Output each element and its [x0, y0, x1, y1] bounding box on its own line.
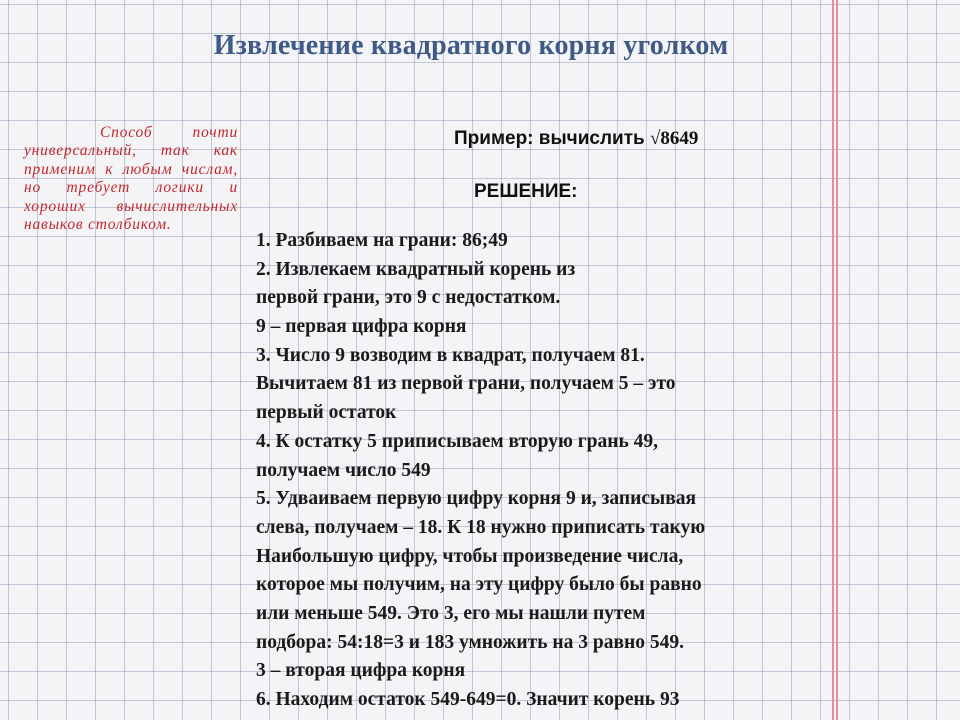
step-line: получаем число 549: [256, 459, 431, 481]
example-statement: [454, 127, 698, 150]
step-line: 3 – вторая цифра корня: [256, 660, 466, 682]
example-label: Пример: вычислить: [454, 128, 650, 149]
step-line: или меньше 549. Это 3, его мы нашли путем: [256, 602, 646, 624]
step-line: первой грани, это 9 с недостатком.: [256, 287, 561, 309]
step-line: первый остаток: [256, 402, 397, 424]
side-note: Способ почти универсальный, так как применим к любым числам, но требует логики и хороших вычислительных навыков столбиком.: [24, 124, 238, 234]
step-line: 4. К остатку 5 приписываем вторую грань 49,: [256, 430, 659, 452]
step-line: 3. Число 9 возводим в квадрат, получаем 81.: [256, 344, 645, 366]
step-line: 6. Находим остаток 549-649=0. Значит корень 93: [256, 689, 680, 710]
solution-heading: РЕШЕНИЕ:: [474, 181, 578, 202]
step-line: 2. Извлекаем квадратный корень из: [256, 258, 576, 280]
notebook-margin-line-inner: [836, 0, 838, 720]
step-line: 1. Разбиваем на грани: 86;49: [256, 230, 508, 251]
step-line: подбора: 54:18=3 и 183 умножить на 3 равно 549.: [256, 631, 684, 653]
solution-steps: [256, 227, 836, 715]
step-line: Наибольшую цифру, чтобы произведение числа,: [256, 545, 684, 567]
example-expression: √8649: [649, 128, 699, 149]
step-line: 9 – первая цифра корня: [256, 316, 467, 338]
step-line: слева, получаем – 18. К 18 нужно приписать такую: [256, 516, 706, 538]
step-line: которое мы получим, на эту цифру было бы равно: [256, 574, 702, 596]
page-title: Извлечение квадратного корня уголком: [213, 30, 729, 61]
step-line: 5. Удваиваем первую цифру корня 9 и, записывая: [256, 488, 697, 510]
step-line: Вычитаем 81 из первой грани, получаем 5 – это: [256, 373, 676, 395]
